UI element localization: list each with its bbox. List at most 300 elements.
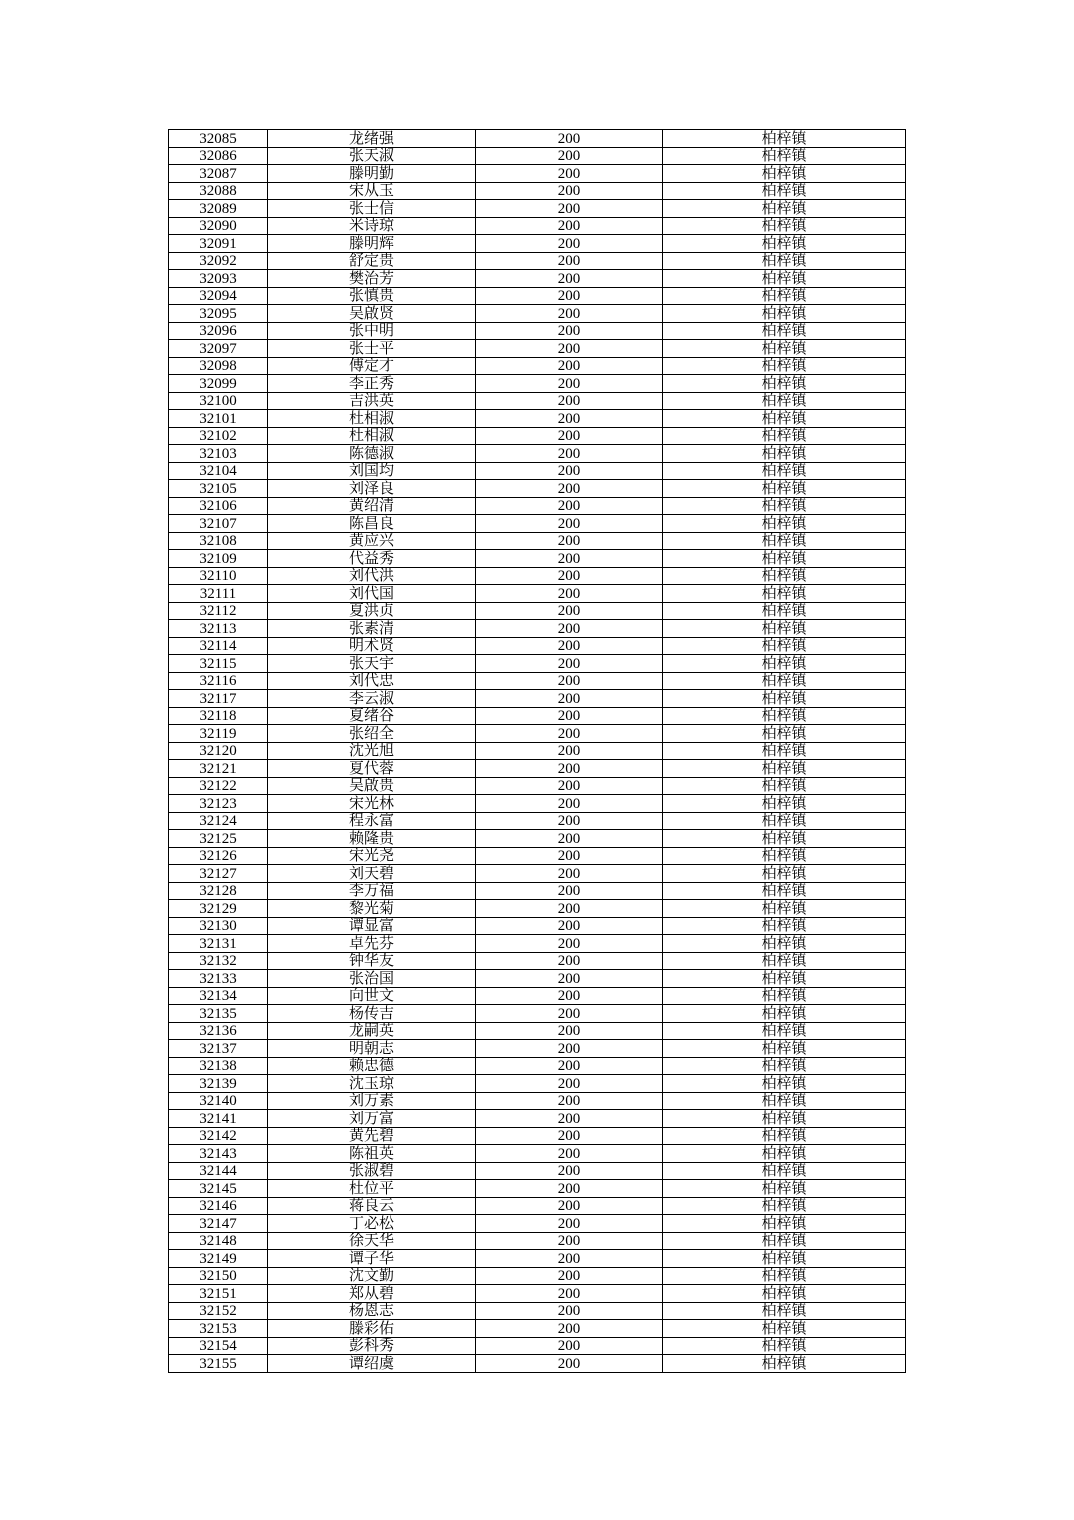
name-cell: 徐天华 bbox=[268, 1232, 476, 1250]
table-row bbox=[169, 1337, 906, 1355]
town-cell: 柏梓镇 bbox=[663, 200, 906, 218]
id-cell: 32117 bbox=[169, 690, 268, 708]
town-cell: 柏梓镇 bbox=[663, 847, 906, 865]
name-cell: 刘万素 bbox=[268, 1092, 476, 1110]
town-cell: 柏梓镇 bbox=[663, 1180, 906, 1198]
name-cell: 钟华友 bbox=[268, 952, 476, 970]
town-cell: 柏梓镇 bbox=[663, 900, 906, 918]
amount-cell: 200 bbox=[476, 1040, 663, 1058]
amount-cell: 200 bbox=[476, 165, 663, 183]
town-cell: 柏梓镇 bbox=[663, 375, 906, 393]
table-row bbox=[169, 742, 906, 760]
amount-cell: 200 bbox=[476, 900, 663, 918]
town-cell: 柏梓镇 bbox=[663, 760, 906, 778]
town-cell: 柏梓镇 bbox=[663, 987, 906, 1005]
town-cell: 柏梓镇 bbox=[663, 147, 906, 165]
id-cell: 32111 bbox=[169, 585, 268, 603]
id-cell: 32135 bbox=[169, 1005, 268, 1023]
table-row bbox=[169, 1180, 906, 1198]
amount-cell: 200 bbox=[476, 1267, 663, 1285]
table-row bbox=[169, 1145, 906, 1163]
amount-cell: 200 bbox=[476, 847, 663, 865]
id-cell: 32098 bbox=[169, 357, 268, 375]
table-row bbox=[169, 340, 906, 358]
name-cell: 陈祖英 bbox=[268, 1145, 476, 1163]
town-cell: 柏梓镇 bbox=[663, 1320, 906, 1338]
amount-cell: 200 bbox=[476, 777, 663, 795]
name-cell: 杨传吉 bbox=[268, 1005, 476, 1023]
id-cell: 32106 bbox=[169, 497, 268, 515]
town-cell: 柏梓镇 bbox=[663, 935, 906, 953]
town-cell: 柏梓镇 bbox=[663, 707, 906, 725]
town-cell: 柏梓镇 bbox=[663, 1110, 906, 1128]
amount-cell: 200 bbox=[476, 462, 663, 480]
name-cell: 张中明 bbox=[268, 322, 476, 340]
table-row bbox=[169, 1232, 906, 1250]
town-cell: 柏梓镇 bbox=[663, 952, 906, 970]
amount-cell: 200 bbox=[476, 270, 663, 288]
amount-cell: 200 bbox=[476, 795, 663, 813]
name-cell: 谭绍虞 bbox=[268, 1355, 476, 1373]
table-row bbox=[169, 620, 906, 638]
amount-cell: 200 bbox=[476, 287, 663, 305]
name-cell: 张治国 bbox=[268, 970, 476, 988]
table-row bbox=[169, 532, 906, 550]
amount-cell: 200 bbox=[476, 410, 663, 428]
amount-cell: 200 bbox=[476, 1320, 663, 1338]
id-cell: 32114 bbox=[169, 637, 268, 655]
town-cell: 柏梓镇 bbox=[663, 690, 906, 708]
name-cell: 刘国均 bbox=[268, 462, 476, 480]
amount-cell: 200 bbox=[476, 952, 663, 970]
town-cell: 柏梓镇 bbox=[663, 480, 906, 498]
id-cell: 32116 bbox=[169, 672, 268, 690]
amount-cell: 200 bbox=[476, 1057, 663, 1075]
table-row bbox=[169, 637, 906, 655]
town-cell: 柏梓镇 bbox=[663, 795, 906, 813]
id-cell: 32119 bbox=[169, 725, 268, 743]
name-cell: 宋光林 bbox=[268, 795, 476, 813]
town-cell: 柏梓镇 bbox=[663, 462, 906, 480]
name-cell: 夏绪谷 bbox=[268, 707, 476, 725]
table-row bbox=[169, 270, 906, 288]
amount-cell: 200 bbox=[476, 830, 663, 848]
amount-cell: 200 bbox=[476, 602, 663, 620]
table-row bbox=[169, 707, 906, 725]
town-cell: 柏梓镇 bbox=[663, 445, 906, 463]
amount-cell: 200 bbox=[476, 987, 663, 1005]
town-cell: 柏梓镇 bbox=[663, 287, 906, 305]
town-cell: 柏梓镇 bbox=[663, 1267, 906, 1285]
amount-cell: 200 bbox=[476, 1215, 663, 1233]
name-cell: 杜位平 bbox=[268, 1180, 476, 1198]
name-cell: 张素清 bbox=[268, 620, 476, 638]
table-row bbox=[169, 550, 906, 568]
table-row bbox=[169, 830, 906, 848]
amount-cell: 200 bbox=[476, 620, 663, 638]
table-row bbox=[169, 1005, 906, 1023]
table-row bbox=[169, 1092, 906, 1110]
amount-cell: 200 bbox=[476, 672, 663, 690]
name-cell: 张士平 bbox=[268, 340, 476, 358]
town-cell: 柏梓镇 bbox=[663, 777, 906, 795]
table-row bbox=[169, 1057, 906, 1075]
table-row bbox=[169, 217, 906, 235]
id-cell: 32129 bbox=[169, 900, 268, 918]
name-cell: 赖隆贵 bbox=[268, 830, 476, 848]
name-cell: 沈文勤 bbox=[268, 1267, 476, 1285]
table-row bbox=[169, 602, 906, 620]
amount-cell: 200 bbox=[476, 305, 663, 323]
table-row bbox=[169, 1285, 906, 1303]
table-row bbox=[169, 655, 906, 673]
amount-cell: 200 bbox=[476, 567, 663, 585]
town-cell: 柏梓镇 bbox=[663, 252, 906, 270]
town-cell: 柏梓镇 bbox=[663, 1145, 906, 1163]
id-cell: 32102 bbox=[169, 427, 268, 445]
id-cell: 32137 bbox=[169, 1040, 268, 1058]
town-cell: 柏梓镇 bbox=[663, 655, 906, 673]
table-row bbox=[169, 795, 906, 813]
id-cell: 32104 bbox=[169, 462, 268, 480]
id-cell: 32097 bbox=[169, 340, 268, 358]
name-cell: 谭子华 bbox=[268, 1250, 476, 1268]
name-cell: 舒定贵 bbox=[268, 252, 476, 270]
amount-cell: 200 bbox=[476, 882, 663, 900]
town-cell: 柏梓镇 bbox=[663, 1355, 906, 1373]
id-cell: 32145 bbox=[169, 1180, 268, 1198]
town-cell: 柏梓镇 bbox=[663, 410, 906, 428]
table-row bbox=[169, 445, 906, 463]
name-cell: 蒋良云 bbox=[268, 1197, 476, 1215]
id-cell: 32099 bbox=[169, 375, 268, 393]
name-cell: 黄先碧 bbox=[268, 1127, 476, 1145]
table-row bbox=[169, 690, 906, 708]
table-body bbox=[169, 130, 906, 1373]
table-row bbox=[169, 305, 906, 323]
amount-cell: 200 bbox=[476, 445, 663, 463]
amount-cell: 200 bbox=[476, 865, 663, 883]
table-row bbox=[169, 952, 906, 970]
id-cell: 32144 bbox=[169, 1162, 268, 1180]
id-cell: 32101 bbox=[169, 410, 268, 428]
town-cell: 柏梓镇 bbox=[663, 1285, 906, 1303]
id-cell: 32132 bbox=[169, 952, 268, 970]
town-cell: 柏梓镇 bbox=[663, 1162, 906, 1180]
name-cell: 杜相淑 bbox=[268, 410, 476, 428]
amount-cell: 200 bbox=[476, 690, 663, 708]
name-cell: 沈玉琼 bbox=[268, 1075, 476, 1093]
id-cell: 32130 bbox=[169, 917, 268, 935]
table-row bbox=[169, 987, 906, 1005]
amount-cell: 200 bbox=[476, 497, 663, 515]
amount-cell: 200 bbox=[476, 1022, 663, 1040]
town-cell: 柏梓镇 bbox=[663, 1057, 906, 1075]
name-cell: 谭显富 bbox=[268, 917, 476, 935]
town-cell: 柏梓镇 bbox=[663, 1232, 906, 1250]
id-cell: 32122 bbox=[169, 777, 268, 795]
amount-cell: 200 bbox=[476, 550, 663, 568]
table-row bbox=[169, 1250, 906, 1268]
town-cell: 柏梓镇 bbox=[663, 357, 906, 375]
id-cell: 32113 bbox=[169, 620, 268, 638]
name-cell: 米诗琼 bbox=[268, 217, 476, 235]
table-row bbox=[169, 1197, 906, 1215]
table-row bbox=[169, 865, 906, 883]
table-row bbox=[169, 392, 906, 410]
name-cell: 吴啟贤 bbox=[268, 305, 476, 323]
id-cell: 32155 bbox=[169, 1355, 268, 1373]
town-cell: 柏梓镇 bbox=[663, 340, 906, 358]
name-cell: 明术贤 bbox=[268, 637, 476, 655]
town-cell: 柏梓镇 bbox=[663, 1337, 906, 1355]
town-cell: 柏梓镇 bbox=[663, 567, 906, 585]
name-cell: 代益秀 bbox=[268, 550, 476, 568]
id-cell: 32090 bbox=[169, 217, 268, 235]
town-cell: 柏梓镇 bbox=[663, 585, 906, 603]
town-cell: 柏梓镇 bbox=[663, 427, 906, 445]
town-cell: 柏梓镇 bbox=[663, 1250, 906, 1268]
id-cell: 32148 bbox=[169, 1232, 268, 1250]
name-cell: 龙嗣英 bbox=[268, 1022, 476, 1040]
amount-cell: 200 bbox=[476, 147, 663, 165]
amount-cell: 200 bbox=[476, 917, 663, 935]
name-cell: 丁必松 bbox=[268, 1215, 476, 1233]
town-cell: 柏梓镇 bbox=[663, 1127, 906, 1145]
id-cell: 32089 bbox=[169, 200, 268, 218]
amount-cell: 200 bbox=[476, 480, 663, 498]
name-cell: 吴啟贵 bbox=[268, 777, 476, 795]
town-cell: 柏梓镇 bbox=[663, 812, 906, 830]
amount-cell: 200 bbox=[476, 1127, 663, 1145]
id-cell: 32093 bbox=[169, 270, 268, 288]
name-cell: 杜相淑 bbox=[268, 427, 476, 445]
id-cell: 32085 bbox=[169, 130, 268, 148]
id-cell: 32142 bbox=[169, 1127, 268, 1145]
name-cell: 刘万富 bbox=[268, 1110, 476, 1128]
town-cell: 柏梓镇 bbox=[663, 1215, 906, 1233]
name-cell: 滕明辉 bbox=[268, 235, 476, 253]
table-row bbox=[169, 357, 906, 375]
id-cell: 32105 bbox=[169, 480, 268, 498]
table-row bbox=[169, 427, 906, 445]
amount-cell: 200 bbox=[476, 1110, 663, 1128]
id-cell: 32091 bbox=[169, 235, 268, 253]
amount-cell: 200 bbox=[476, 1162, 663, 1180]
town-cell: 柏梓镇 bbox=[663, 970, 906, 988]
table-row bbox=[169, 130, 906, 148]
amount-cell: 200 bbox=[476, 515, 663, 533]
amount-cell: 200 bbox=[476, 1250, 663, 1268]
id-cell: 32141 bbox=[169, 1110, 268, 1128]
amount-cell: 200 bbox=[476, 760, 663, 778]
id-cell: 32087 bbox=[169, 165, 268, 183]
town-cell: 柏梓镇 bbox=[663, 742, 906, 760]
table-row bbox=[169, 515, 906, 533]
name-cell: 黄应兴 bbox=[268, 532, 476, 550]
name-cell: 李云淑 bbox=[268, 690, 476, 708]
amount-cell: 200 bbox=[476, 340, 663, 358]
name-cell: 张天淑 bbox=[268, 147, 476, 165]
town-cell: 柏梓镇 bbox=[663, 1092, 906, 1110]
table-row bbox=[169, 777, 906, 795]
id-cell: 32107 bbox=[169, 515, 268, 533]
id-cell: 32154 bbox=[169, 1337, 268, 1355]
name-cell: 郑从碧 bbox=[268, 1285, 476, 1303]
name-cell: 向世文 bbox=[268, 987, 476, 1005]
town-cell: 柏梓镇 bbox=[663, 865, 906, 883]
amount-cell: 200 bbox=[476, 707, 663, 725]
data-table bbox=[168, 129, 906, 1373]
amount-cell: 200 bbox=[476, 130, 663, 148]
amount-cell: 200 bbox=[476, 935, 663, 953]
id-cell: 32109 bbox=[169, 550, 268, 568]
id-cell: 32110 bbox=[169, 567, 268, 585]
id-cell: 32138 bbox=[169, 1057, 268, 1075]
id-cell: 32088 bbox=[169, 182, 268, 200]
id-cell: 32103 bbox=[169, 445, 268, 463]
id-cell: 32086 bbox=[169, 147, 268, 165]
amount-cell: 200 bbox=[476, 235, 663, 253]
name-cell: 陈昌良 bbox=[268, 515, 476, 533]
name-cell: 刘天碧 bbox=[268, 865, 476, 883]
id-cell: 32100 bbox=[169, 392, 268, 410]
id-cell: 32115 bbox=[169, 655, 268, 673]
amount-cell: 200 bbox=[476, 1355, 663, 1373]
name-cell: 明朝志 bbox=[268, 1040, 476, 1058]
name-cell: 沈光旭 bbox=[268, 742, 476, 760]
amount-cell: 200 bbox=[476, 322, 663, 340]
town-cell: 柏梓镇 bbox=[663, 637, 906, 655]
id-cell: 32120 bbox=[169, 742, 268, 760]
amount-cell: 200 bbox=[476, 655, 663, 673]
amount-cell: 200 bbox=[476, 1302, 663, 1320]
town-cell: 柏梓镇 bbox=[663, 882, 906, 900]
amount-cell: 200 bbox=[476, 1180, 663, 1198]
amount-cell: 200 bbox=[476, 637, 663, 655]
town-cell: 柏梓镇 bbox=[663, 1075, 906, 1093]
town-cell: 柏梓镇 bbox=[663, 550, 906, 568]
id-cell: 32152 bbox=[169, 1302, 268, 1320]
table-row bbox=[169, 760, 906, 778]
amount-cell: 200 bbox=[476, 1232, 663, 1250]
id-cell: 32127 bbox=[169, 865, 268, 883]
table-row bbox=[169, 322, 906, 340]
id-cell: 32092 bbox=[169, 252, 268, 270]
id-cell: 32150 bbox=[169, 1267, 268, 1285]
town-cell: 柏梓镇 bbox=[663, 620, 906, 638]
name-cell: 傅定才 bbox=[268, 357, 476, 375]
table-row bbox=[169, 1215, 906, 1233]
town-cell: 柏梓镇 bbox=[663, 182, 906, 200]
name-cell: 卓先芬 bbox=[268, 935, 476, 953]
id-cell: 32131 bbox=[169, 935, 268, 953]
table-row bbox=[169, 1110, 906, 1128]
table-row bbox=[169, 882, 906, 900]
table-row bbox=[169, 1302, 906, 1320]
id-cell: 32143 bbox=[169, 1145, 268, 1163]
town-cell: 柏梓镇 bbox=[663, 725, 906, 743]
name-cell: 樊治芳 bbox=[268, 270, 476, 288]
id-cell: 32126 bbox=[169, 847, 268, 865]
id-cell: 32140 bbox=[169, 1092, 268, 1110]
table-row bbox=[169, 725, 906, 743]
table-row bbox=[169, 585, 906, 603]
amount-cell: 200 bbox=[476, 742, 663, 760]
town-cell: 柏梓镇 bbox=[663, 1022, 906, 1040]
id-cell: 32112 bbox=[169, 602, 268, 620]
amount-cell: 200 bbox=[476, 585, 663, 603]
table-row bbox=[169, 462, 906, 480]
name-cell: 张天宇 bbox=[268, 655, 476, 673]
id-cell: 32133 bbox=[169, 970, 268, 988]
id-cell: 32121 bbox=[169, 760, 268, 778]
name-cell: 李万福 bbox=[268, 882, 476, 900]
town-cell: 柏梓镇 bbox=[663, 602, 906, 620]
id-cell: 32153 bbox=[169, 1320, 268, 1338]
amount-cell: 200 bbox=[476, 812, 663, 830]
town-cell: 柏梓镇 bbox=[663, 305, 906, 323]
town-cell: 柏梓镇 bbox=[663, 1197, 906, 1215]
town-cell: 柏梓镇 bbox=[663, 217, 906, 235]
name-cell: 杨恩志 bbox=[268, 1302, 476, 1320]
amount-cell: 200 bbox=[476, 1337, 663, 1355]
amount-cell: 200 bbox=[476, 970, 663, 988]
name-cell: 夏代蓉 bbox=[268, 760, 476, 778]
name-cell: 张士信 bbox=[268, 200, 476, 218]
name-cell: 刘泽良 bbox=[268, 480, 476, 498]
name-cell: 滕明勤 bbox=[268, 165, 476, 183]
name-cell: 张淑碧 bbox=[268, 1162, 476, 1180]
table-row bbox=[169, 200, 906, 218]
town-cell: 柏梓镇 bbox=[663, 130, 906, 148]
id-cell: 32123 bbox=[169, 795, 268, 813]
name-cell: 龙绪强 bbox=[268, 130, 476, 148]
town-cell: 柏梓镇 bbox=[663, 392, 906, 410]
name-cell: 滕彩佑 bbox=[268, 1320, 476, 1338]
amount-cell: 200 bbox=[476, 1092, 663, 1110]
table-row bbox=[169, 410, 906, 428]
table-row bbox=[169, 1127, 906, 1145]
amount-cell: 200 bbox=[476, 427, 663, 445]
id-cell: 32149 bbox=[169, 1250, 268, 1268]
amount-cell: 200 bbox=[476, 1075, 663, 1093]
table-row bbox=[169, 287, 906, 305]
id-cell: 32094 bbox=[169, 287, 268, 305]
amount-cell: 200 bbox=[476, 375, 663, 393]
table-row bbox=[169, 970, 906, 988]
name-cell: 吉洪英 bbox=[268, 392, 476, 410]
town-cell: 柏梓镇 bbox=[663, 322, 906, 340]
id-cell: 32095 bbox=[169, 305, 268, 323]
town-cell: 柏梓镇 bbox=[663, 1005, 906, 1023]
name-cell: 陈德淑 bbox=[268, 445, 476, 463]
table-row bbox=[169, 672, 906, 690]
id-cell: 32136 bbox=[169, 1022, 268, 1040]
town-cell: 柏梓镇 bbox=[663, 497, 906, 515]
table-row bbox=[169, 1267, 906, 1285]
table-row bbox=[169, 252, 906, 270]
name-cell: 程永富 bbox=[268, 812, 476, 830]
table-row bbox=[169, 497, 906, 515]
table-row bbox=[169, 900, 906, 918]
amount-cell: 200 bbox=[476, 1285, 663, 1303]
id-cell: 32151 bbox=[169, 1285, 268, 1303]
amount-cell: 200 bbox=[476, 217, 663, 235]
table-row bbox=[169, 567, 906, 585]
table-row bbox=[169, 480, 906, 498]
id-cell: 32108 bbox=[169, 532, 268, 550]
